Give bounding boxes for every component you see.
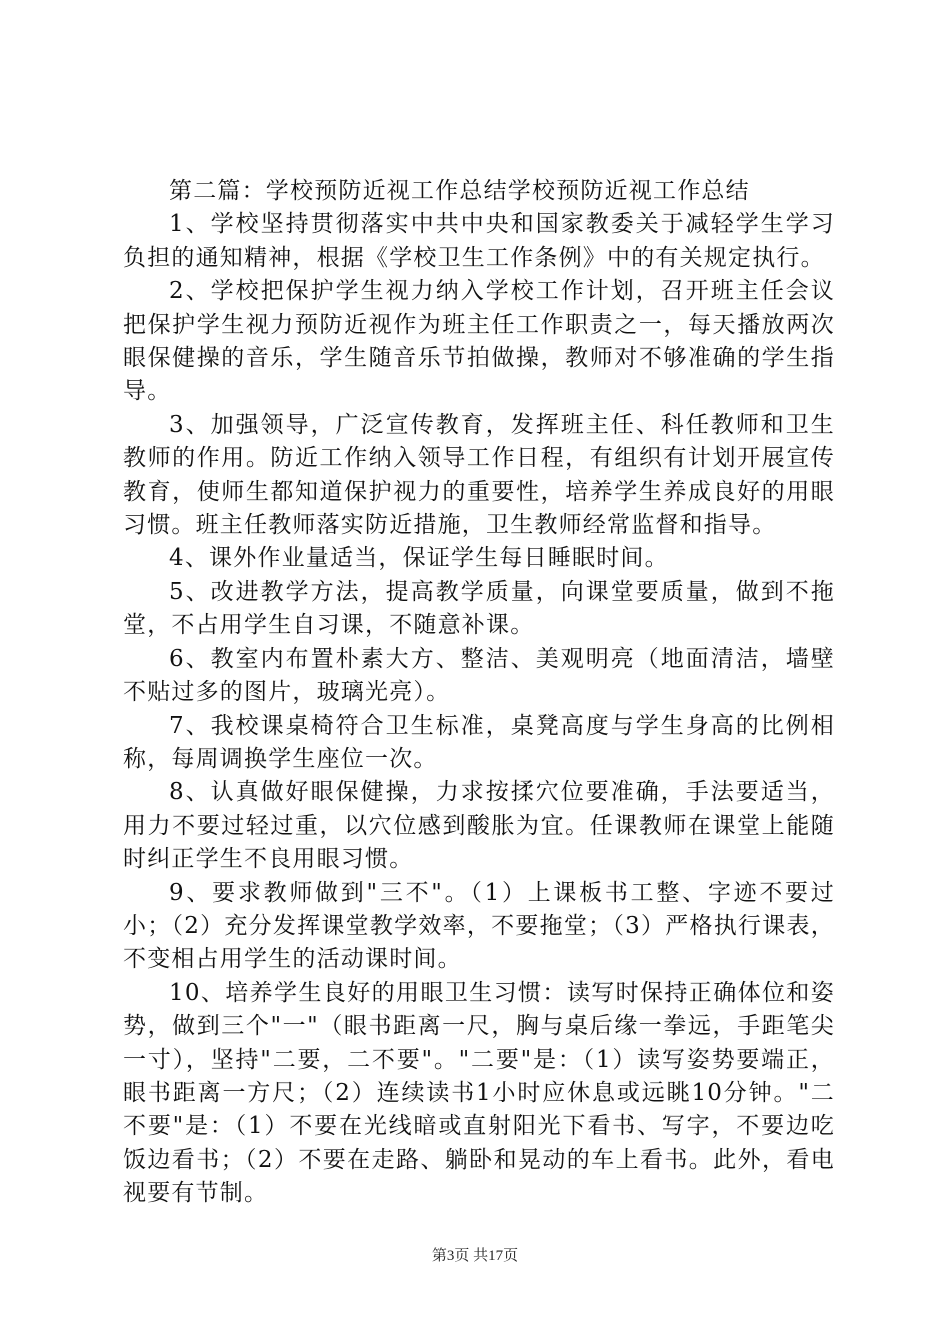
paragraph-10: 10、培养学生良好的用眼卫生习惯：读写时保持正确体位和姿势，做到三个"一"（眼书距离一尺，胸与桌后缘一拳远，手距笔尖一寸），坚持"二要，二不要"。"二要"是：（1）读写姿势要端正，眼书距离一方尺；（2）连续读书1小时应休息或远眺10分钟。"二不要"是：（1）不要在光线暗或直射阳光下看书、写字，不要边吃饭边看书；（2）不要在走路、躺卧和晃动的车上看书。此外，看电视要有节制。 [123,979,835,1207]
paragraph-2: 2、学校把保护学生视力纳入学校工作计划，召开班主任会议把保护学生视力预防近视作为班主任工作职责之一，每天播放两次眼保健操的音乐，学生随音乐节拍做操，教师对不够准确的学生指导。 [123,278,835,405]
paragraph-9: 9、要求教师做到"三不"。（1）上课板书工整、字迹不要过小；（2）充分发挥课堂教学效率，不要拖堂；（3）严格执行课表，不变相占用学生的活动课时间。 [123,879,835,973]
paragraph-7: 7、我校课桌椅符合卫生标准，桌凳高度与学生身高的比例相称，每周调换学生座位一次。 [123,712,835,772]
paragraph-6: 6、教室内布置朴素大方、整洁、美观明亮（地面清洁，墙壁不贴过多的图片，玻璃光亮）。 [123,645,835,706]
page-footer: 第3页 共17页 [431,1248,519,1264]
paragraph-8: 8、认真做好眼保健操，力求按揉穴位要准确，手法要适当，用力不要过轻过重，以穴位感到酸胀为宜。任课教师在课堂上能随时纠正学生不良用眼习惯。 [123,779,835,873]
paragraph-1: 1、学校坚持贯彻落实中共中央和国家教委关于减轻学生学习负担的通知精神，根据《学校卫生工作条例》中的有关规定执行。 [123,211,835,271]
paragraph-5: 5、改进教学方法，提高教学质量，向课堂要质量，做到不拖堂，不占用学生自习课，不随意补课。 [123,578,835,639]
paragraph-3: 3、加强领导，广泛宣传教育，发挥班主任、科任教师和卫生教师的作用。防近工作纳入领导工作日程，有组织有计划开展宣传教育，使师生都知道保护视力的重要性，培养学生养成良好的用眼习惯。班主任教师落实防近措施，卫生教师经常监督和指导。 [123,411,835,539]
paragraph-4: 4、课外作业量适当，保证学生每日睡眠时间。 [169,545,669,572]
document-title: 第二篇：学校预防近视工作总结学校预防近视工作总结 [169,178,750,204]
document-body [123,175,835,1211]
